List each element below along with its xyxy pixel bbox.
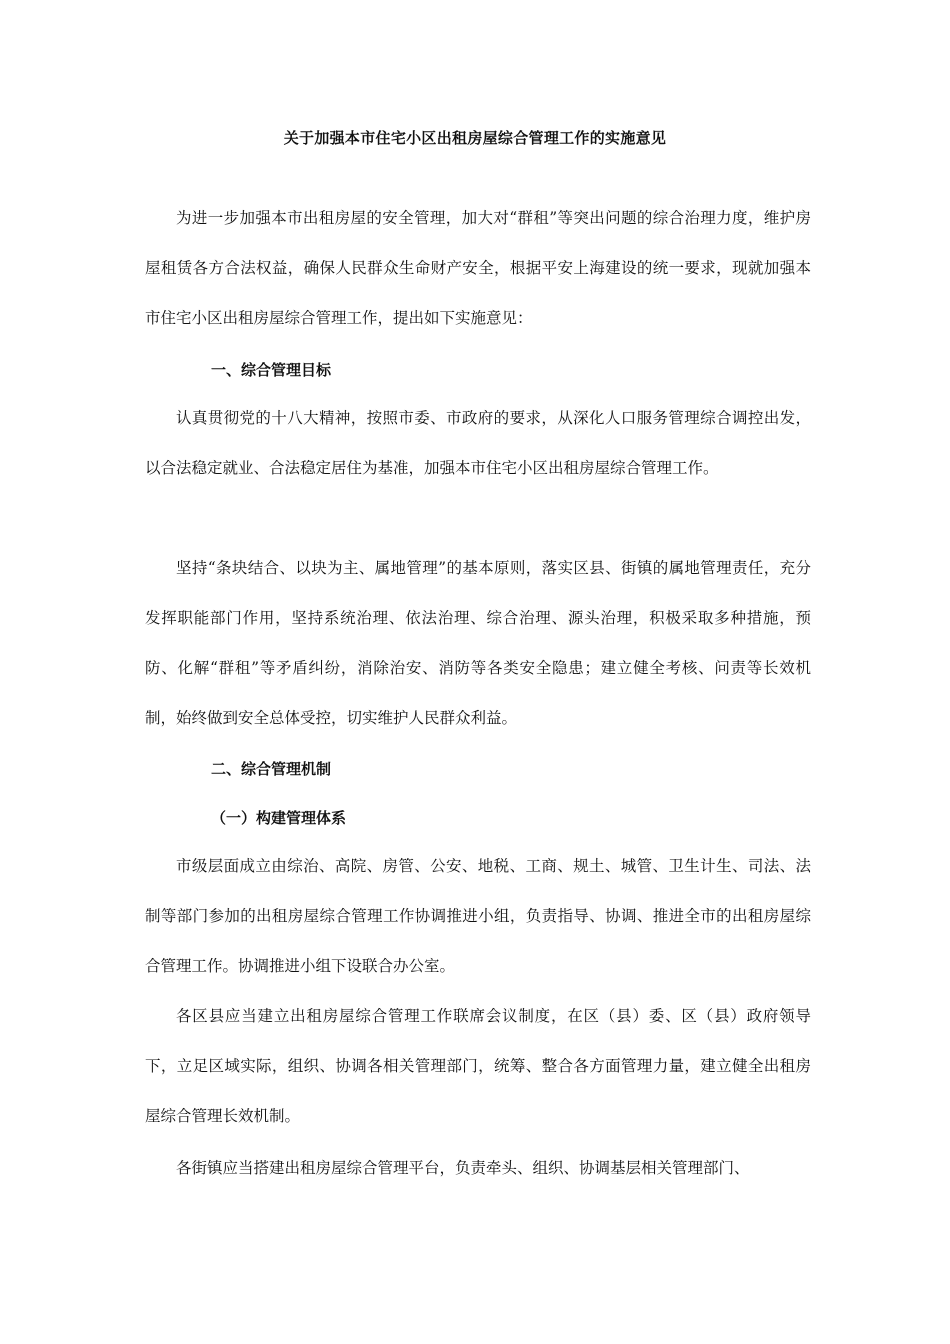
document-title: 关于加强本市住宅小区出租房屋综合管理工作的实施意见 — [283, 129, 667, 147]
targets-paragraph-1: 认真贯彻党的十八大精神，按照市委、市政府的要求，从深化人口服务管理综合调控出发，以合法稳定就业、合法稳定居住为基准，加强本市住宅小区出租房屋综合管理工作。 — [145, 409, 811, 477]
targets-paragraph-2: 坚持“条块结合、以块为主、属地管理”的基本原则，落实区县、街镇的属地管理责任，充分发挥职能部门作用，坚持系统治理、依法治理、综合治理、源头治理，积极采取多种措施，预防、化解“群租”等矛盾纠纷，消除治安、消防等各类安全隐患；建立健全考核、问责等长效机制，始终做到安全总体受控，切实维护人民群众利益。 — [145, 559, 811, 727]
mechanism-paragraph-district: 各区县应当建立出租房屋综合管理工作联席会议制度，在区（县）委、区（县）政府领导下，立足区域实际，组织、协调各相关管理部门，统筹、整合各方面管理力量，建立健全出租房屋综合管理长效机制。 — [145, 1007, 811, 1125]
intro-paragraph: 为进一步加强本市出租房屋的安全管理，加大对“群租”等突出问题的综合治理力度，维护房屋租赁各方合法权益，确保人民群众生命财产安全，根据平安上海建设的统一要求，现就加强本市住宅小区出租房屋综合管理工作，提出如下实施意见： — [145, 209, 811, 327]
mechanism-paragraph-street: 各街镇应当搭建出租房屋综合管理平台，负责牵头、组织、协调基层相关管理部门、 — [176, 1159, 750, 1177]
mechanism-paragraph-city: 市级层面成立由综治、高院、房管、公安、地税、工商、规土、城管、卫生计生、司法、法制等部门参加的出租房屋综合管理工作协调推进小组，负责指导、协调、推进全市的出租房屋综合管理工作。协调推进小组下设联合办公室。 — [145, 857, 811, 975]
section-heading-mechanism: 二、综合管理机制 — [211, 760, 332, 778]
section-heading-targets: 一、综合管理目标 — [211, 361, 332, 379]
subsection-heading-system: （一）构建管理体系 — [211, 809, 347, 827]
